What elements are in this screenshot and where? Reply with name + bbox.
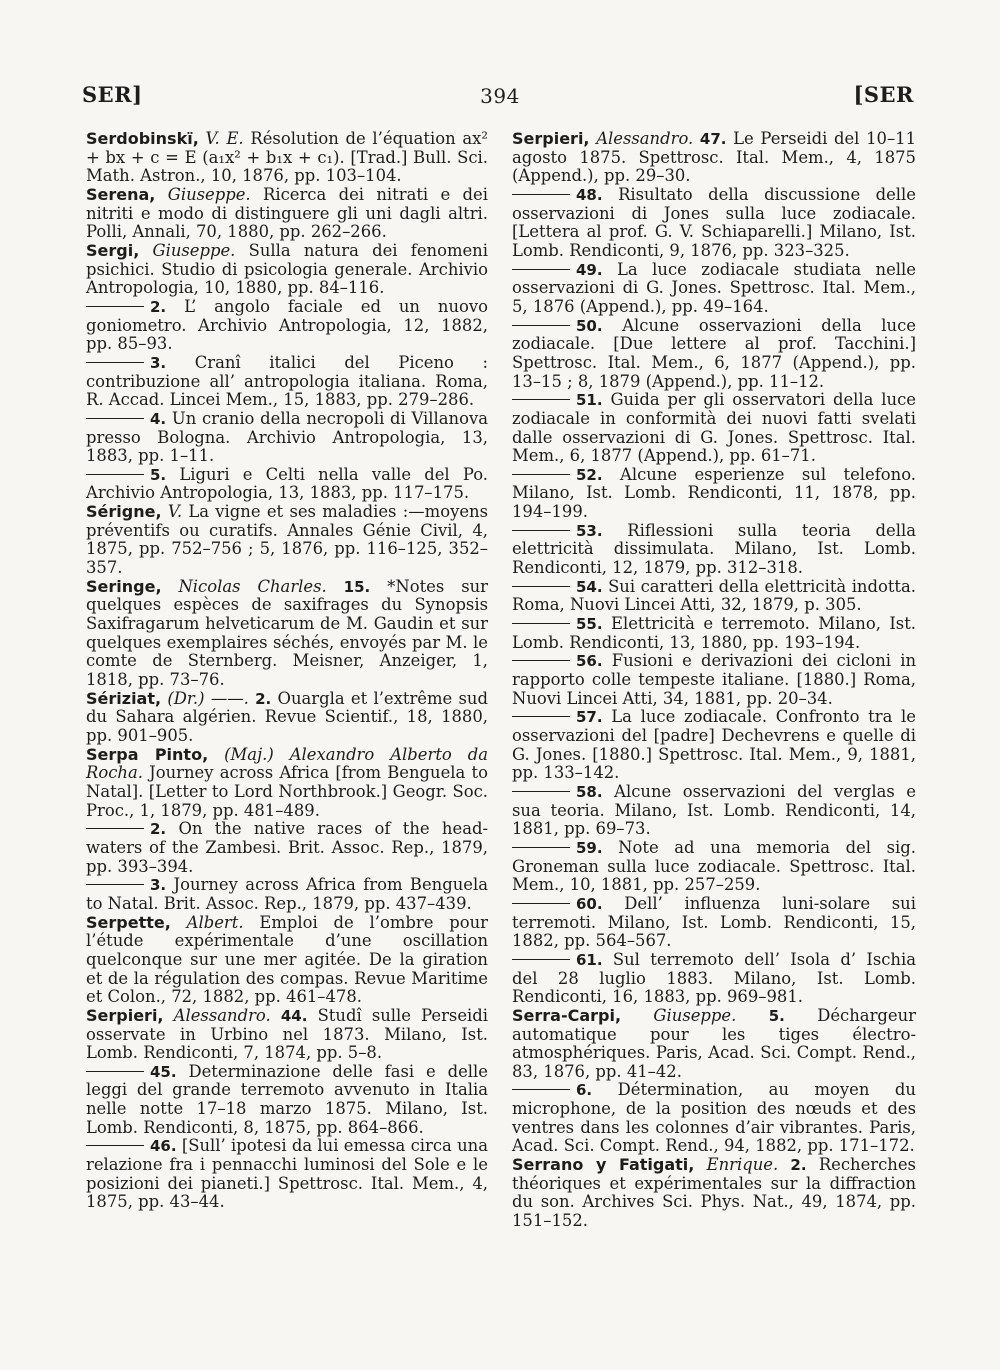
author-surname: Serena,: [86, 184, 156, 204]
entry-number: 46.: [150, 1137, 177, 1156]
entry-number: 3.: [150, 876, 167, 895]
bibliography-entry: [512, 1081, 916, 1156]
ditto-rule: [512, 959, 570, 960]
left-column: [86, 130, 488, 1212]
entry-number: 45.: [150, 1062, 177, 1081]
entry-text: Journey across Africa [from Benguela to Natal]. [Letter to Lord Northbrook.] Geogr. Soc. Proc., 1, 1879, pp. 481–489.: [86, 763, 488, 820]
author-given-name: Alessandro.: [173, 1005, 271, 1025]
entry-text: Fusioni e derivazioni dei cicloni in rapporto colle tempeste italiane. [1880.] Roma, Nuovi Lincei Atti, 34, 1881, pp. 20–34.: [512, 651, 916, 708]
author-surname: Serrano y Fatigati,: [512, 1155, 695, 1175]
entry-number: 3.: [150, 353, 167, 372]
entry-text: Recherches théoriques et expérimentales sur la diffraction du son. Archives Sci. Phys. Nat., 49, 1874, pp. 151–152.: [512, 1155, 916, 1231]
author-given-name: V. E.: [205, 129, 244, 148]
entry-number: 2.: [150, 297, 167, 316]
ditto-rule: [512, 194, 570, 195]
entry-number: 50.: [576, 316, 603, 335]
entry-number: 55.: [576, 615, 603, 634]
entry-text: Determinazione delle fasi e delle leggi del grande terremoto avvenuto in Italia nelle notte 17–18 marzo 1875. Milano, Ist. Lomb. Rendiconti, 8, 1875, pp. 864–866.: [86, 1061, 488, 1137]
entry-number: 61.: [576, 950, 603, 969]
bibliography-entry: [512, 783, 916, 839]
entry-number: 47.: [699, 130, 727, 148]
ditto-rule: [512, 903, 570, 904]
author-given-name: (Maj.) Alexandro Alberto da Rocha.: [86, 744, 489, 783]
entry-text: Sulla natura dei fenomeni psichici. Studio di psicologia generale. Archivio Antropologia, 10, 1880, pp. 84–116.: [86, 240, 488, 298]
entry-text: Elettricità e terremoto. Milano, Ist. Lomb. Rendiconti, 13, 1880, pp. 193–194.: [512, 614, 917, 652]
entry-text: Ouargla et l’extrême sud du Sahara algérien. Revue Scientif., 18, 1880, pp. 901–905.: [86, 688, 488, 745]
running-head-right: [SER: [853, 82, 914, 107]
author-given-name: V.: [167, 502, 183, 522]
entry-text: La luce zodiacale. Confronto tra le osservazioni del [padre] Dechevrens e quelle di G. Jones. [1880.] Spettrosc. Ital. Mem., 9, 1881, pp. 133–142.: [512, 707, 916, 783]
bibliography-entry: [86, 130, 488, 186]
bibliography-entry: [86, 746, 488, 821]
bibliography-entry: [512, 708, 916, 783]
bibliography-entry: [86, 298, 488, 354]
page-header: [0, 82, 1000, 112]
entry-text: Sui caratteri della elettricità indotta. Roma, Nuovi Lincei Atti, 32, 1879, p. 305.: [512, 576, 917, 615]
author-surname: Sérigne,: [86, 502, 162, 522]
entry-text: Liguri e Celti nella valle del Po. Archivio Antropologia, 13, 1883, pp. 117–175.: [86, 464, 488, 503]
author-surname: Sergi,: [86, 240, 140, 260]
entry-text: Cranî italici del Piceno : contribuzione all’ antropologia italiana. Roma, R. Accad. Lincei Mem., 15, 1883, pp. 279–286.: [86, 352, 488, 410]
bibliography-entry: [86, 690, 488, 746]
entry-number: 2.: [790, 1156, 807, 1175]
entry-number: 54.: [576, 577, 603, 596]
ditto-rule: [86, 884, 144, 885]
entry-text: Sul terremoto dell’ Isola d’ Ischia del 28 luglio 1883. Milano, Ist. Lomb. Rendiconti, 16, 1883, pp. 969–981.: [512, 949, 916, 1007]
bibliography-entry: [86, 410, 488, 466]
entry-text: Note ad una memoria del sig. Groneman sulla luce zodiacale. Spettrosc. Ital. Mem., 10, 1881, pp. 257–259.: [512, 837, 916, 895]
entry-number: 44.: [280, 1006, 308, 1025]
author-given-name: Albert.: [186, 912, 244, 932]
entry-number: 51.: [576, 391, 603, 410]
ditto-rule: [512, 269, 570, 270]
entry-number: 49.: [576, 260, 603, 279]
bibliography-entry: [86, 820, 488, 876]
entry-text: Alcune esperienze sul telefono. Milano, Ist. Lomb. Rendiconti, 11, 1878, pp. 194–199.: [512, 464, 916, 522]
entry-text: La luce zodiacale studiata nelle osservazioni di G. Jones. Spettrosc. Ital. Mem., 5, 1876 (Append.), pp. 49–164.: [512, 259, 916, 316]
ditto-rule: [512, 325, 570, 326]
author-surname: Serpieri,: [86, 1005, 164, 1025]
entry-text: Journey across Africa from Benguela to Natal. Brit. Assoc. Rep., 1879, pp. 437–439.: [86, 875, 488, 913]
bibliography-entry: [86, 242, 488, 298]
ditto-rule: [512, 586, 570, 587]
author-surname: Sériziat,: [86, 688, 162, 708]
bibliography-entry: [512, 130, 916, 186]
entry-number: 56.: [576, 652, 603, 671]
entry-text: *Notes sur quelques espèces de saxifrages du Synopsis Saxifragarum helveticarum de M. Gaudin et sur quelques exemplaires séchés, envoyés par M. le comte de Sternberg. Meisner, Anzeiger, 1, 1818, pp. 73–76.: [86, 576, 489, 690]
ditto-rule: [86, 474, 144, 475]
author-surname: Serra-Carpi,: [512, 1005, 622, 1025]
bibliography-entry: [512, 578, 916, 615]
right-column: [512, 130, 916, 1231]
entry-number: 2.: [150, 820, 167, 839]
entry-text: Ricerca dei nitrati e dei nitriti e modo di distinguere gli uni dagli altri. Polli, Annali, 70, 1880, pp. 262–266.: [86, 184, 488, 242]
entry-number: 4.: [150, 409, 167, 428]
entry-number: 2.: [255, 689, 272, 708]
author-surname: Serpieri,: [512, 129, 590, 148]
ditto-rule: [86, 1071, 144, 1072]
entry-text: Dell’ influenza luni-solare sui terremoti. Milano, Ist. Lomb. Rendiconti, 15, 1882, pp. 564–567.: [512, 893, 916, 951]
author-surname: Serpette,: [86, 912, 171, 932]
entry-text: Déchargeur automatique pour les tiges électro-atmosphériques. Paris, Acad. Sci. Compt. Rend., 83, 1876, pp. 41–42.: [512, 1005, 916, 1081]
author-given-name: Giuseppe.: [152, 240, 236, 260]
bibliography-entry: [512, 1007, 916, 1082]
ditto-rule: [512, 399, 570, 400]
bibliography-entry: [86, 876, 488, 913]
author-surname: Seringe,: [86, 576, 162, 596]
entry-number: 59.: [576, 838, 603, 857]
entry-text: Studî sulle Perseidi osservate in Urbino nel 1873. Milano, Ist. Lomb. Rendiconti, 7, 1874, pp. 5–8.: [86, 1005, 489, 1063]
author-given-name: Alessandro.: [596, 129, 694, 148]
entry-text: Emploi de l’ombre pour l’étude expérimentale d’une oscillation quelconque sur une mer agitée. De la giration et de la régulation des compas. Revue Maritime et Colon., 72, 1882, pp. 461–478.: [86, 912, 488, 1007]
entry-text: Un cranio della necropoli di Villanova presso Bologna. Archivio Antropologia, 13, 1883, pp. 1–11.: [86, 408, 488, 466]
bibliography-entry: [512, 652, 916, 708]
bibliography-entry: [86, 503, 488, 578]
author-surname: Serpa Pinto,: [86, 744, 209, 764]
author-given-name: Nicolas Charles.: [178, 576, 327, 596]
entry-number: 5.: [150, 465, 167, 484]
entry-text: Résolution de l’équation ax² + bx + c = E (a₁x² + b₁x + c₁). [Trad.] Bull. Sci. Math. Astron., 10, 1876, pp. 103–104.: [86, 129, 488, 186]
entry-text: L’ angolo faciale ed un nuovo goniometro. Archivio Antropologia, 12, 1882, pp. 85–93.: [86, 296, 488, 354]
entry-text: Alcune osservazioni del verglas e sua teoria. Milano, Ist. Lomb. Rendiconti, 14, 1881, pp. 69–73.: [512, 781, 916, 839]
entry-text: [Sull’ ipotesi da lui emessa circa una relazione fra i pennacchi luminosi del Sole e le posizioni dei pianeti.] Spettrosc. Ital. Mem., 4, 1875, pp. 43–44.: [86, 1136, 488, 1212]
bibliography-entry: [512, 615, 916, 652]
bibliography-entry: [512, 317, 916, 392]
bibliography-entry: [86, 1063, 488, 1138]
entry-number: 15.: [343, 577, 371, 596]
page-number: 394: [480, 84, 520, 108]
entry-text: Alcune osservazioni della luce zodiacale. [Due lettere al prof. Tacchini.] Spettrosc. Ital. Mem., 6, 1877 (Append.), pp. 13–15 ; 8, 1879 (Append.), pp. 11–12.: [512, 315, 916, 391]
ditto-rule: [512, 660, 570, 661]
entry-number: 57.: [576, 708, 603, 727]
entry-number: 48.: [576, 185, 603, 204]
running-head-left: SER]: [82, 82, 143, 107]
entry-number: 60.: [576, 894, 603, 913]
author-given-name: Giuseppe.: [167, 184, 251, 204]
ditto-rule: [512, 623, 570, 624]
entry-text: Risultato della discussione delle osservazioni di Jones sulla luce zodiacale. [Lettera al prof. G. V. Schiaparelli.] Milano, Ist. Lomb. Rendiconti, 9, 1876, pp. 323–325.: [512, 184, 916, 260]
entry-number: 6.: [576, 1081, 593, 1100]
bibliography-entry: [512, 839, 916, 895]
bibliography-entry: [512, 1156, 916, 1231]
ditto-rule: [512, 530, 570, 531]
bibliography-entry: [512, 261, 916, 317]
ditto-rule: [86, 828, 144, 829]
ditto-rule: [86, 306, 144, 307]
author-given-name: Giuseppe.: [653, 1005, 737, 1025]
entry-text: On the native races of the head-waters of the Zambesi. Brit. Assoc. Rep., 1879, pp. 393–394.: [86, 819, 488, 876]
entry-number: 52.: [576, 465, 603, 484]
ditto-rule: [512, 1089, 570, 1090]
entry-text: Guida per gli osservatori della luce zodiacale in conformità dei nuovi fatti svelati dalle osservazioni di G. Jones. Spettrosc. Ital. Mem., 6, 1877 (Append.), pp. 61–71.: [512, 390, 916, 466]
ditto-rule: [512, 474, 570, 475]
bibliography-entry: [86, 578, 488, 690]
entry-number: 53.: [576, 521, 603, 540]
entry-text: La vigne et ses maladies :—moyens préventifs ou curatifs. Annales Génie Civil, 4, 1875, pp. 752–756 ; 5, 1876, pp. 116–125, 352–357.: [86, 502, 488, 578]
bibliography-entry: [512, 895, 916, 951]
bibliography-entry: [86, 466, 488, 503]
entry-number: 58.: [576, 782, 603, 801]
bibliography-entry: [512, 186, 916, 261]
entry-text: Détermination, au moyen du microphone, de la position des nœuds et des ventres dans les colonnes d’air vibrantes. Paris, Acad. Sci. Compt. Rend., 94, 1882, pp. 171–172.: [512, 1080, 916, 1156]
ditto-rule: [86, 1145, 144, 1146]
ditto-rule: [512, 847, 570, 848]
entry-text: Le Perseidi del 10–11 agosto 1875. Spettrosc. Ital. Mem., 4, 1875 (Append.), pp. 29–30.: [512, 129, 916, 186]
bibliography-entry: [86, 186, 488, 242]
entry-text: Riflessioni sulla teoria della elettricità dissimulata. Milano, Ist. Lomb. Rendiconti, 12, 1879, pp. 312–318.: [512, 520, 916, 578]
bibliography-entry: [86, 914, 488, 1007]
bibliography-entry: [512, 466, 916, 522]
bibliography-entry: [512, 522, 916, 578]
author-surname: Serdobinskï,: [86, 129, 199, 148]
ditto-rule: [512, 791, 570, 792]
entry-number: 5.: [768, 1006, 785, 1025]
ditto-rule: [512, 716, 570, 717]
author-given-name: (Dr.) ——.: [167, 688, 249, 708]
bibliography-entry: [86, 1137, 488, 1212]
bibliography-entry: [86, 354, 488, 410]
ditto-rule: [86, 362, 144, 363]
bibliography-entry: [86, 1007, 488, 1063]
bibliography-entry: [512, 391, 916, 466]
ditto-rule: [86, 418, 144, 419]
bibliography-entry: [512, 951, 916, 1007]
author-given-name: Enrique.: [706, 1155, 779, 1175]
